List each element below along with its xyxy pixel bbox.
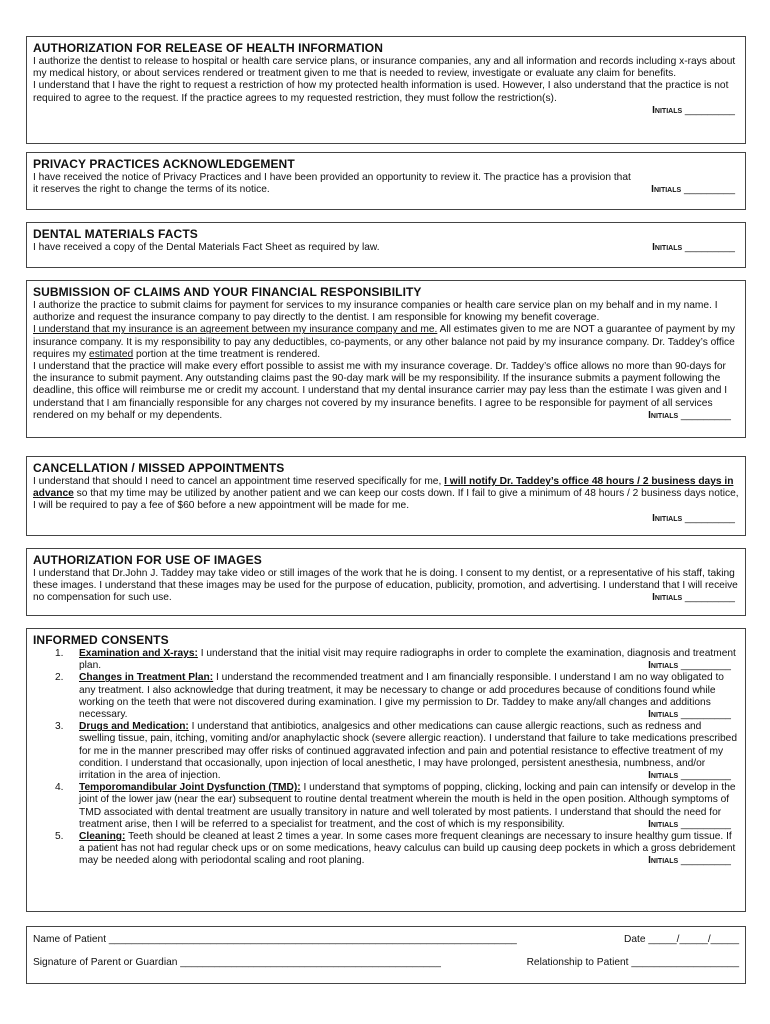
list-item: 5. Cleaning: Teeth should be cleaned at least 2 times a year. In some cases more frequent cleanings are necessary to insure healthy gum tissue. If a patient has not had regular check ups or on some medications, heavy calculus can build up causing deep pockets in which a gross debridement may be needed along with periodontal scaling and root planing. Initials _________ (55, 831, 736, 867)
list-item: 1. Examination and X-rays: I understand that the initial visit may require radiographs in order to complete the examination, diagnosis and treatment plan. Initials _________ (55, 648, 736, 672)
paragraph: I understand that my insurance is an agreement between my insurance company and me. All estimates given to me are NOT a guarantee of payment by my insurance company. It is my responsibility to pay any deductibles, co-payments, or any other balance not paid by my insurance company. Dr. Taddey’s office requires my estimated portion at the time treatment is rendered. (33, 324, 735, 360)
initials-field[interactable]: Initials _________ (648, 409, 731, 421)
paragraph: I understand that the practice will make every effort possible to assist me with my insurance coverage. Dr. Taddey’s office allows no more than 90-days for the insurance to submit payment. Any outstanding claims past the 90-day mark will be my responsibility. If the insurance submits a payment following the deadline, this office will reimburse me or credit my account. I understand that my dental insurance carrier may pay less than the estimate I was given and I understand that I am financially responsible for any charges not covered by my insurance benefits. I agree to be responsible for payment of all services rendered on my behalf or my dependents. Initials _________ (33, 361, 739, 422)
list-item: 3. Drugs and Medication: I understand that antibiotics, analgesics and other medications can cause allergic reactions, such as redness and swelling tissue, pain, itching, vomiting and/or anaphylactic shock (severe allergic reaction). I understand that failure to take medications prescribed for me in the manner prescribed may offer risks of continued aggravated infection and pain and potential resistance to effective treatment of my condition. I understand that occasionally, upon injection of local anesthetic, I may have prolonged, persistent anesthesia, numbness, and/or irritation in the area of injection. Initials _________ (55, 721, 737, 782)
initials-field[interactable]: Initials _________ (651, 184, 735, 196)
section-title: AUTHORIZATION FOR RELEASE OF HEALTH INFORMATION (33, 41, 384, 55)
paragraph: I authorize the dentist to release to hospital or health care service plans, or insurance companies, any and all information and records including x-rays about my medical history, or about services rendered or treatment given to me that is needed to review, investigate or evaluate any claim for benefits. (33, 56, 736, 80)
list-item: 4. Temporomandibular Joint Dysfunction (TMD): I understand that symptoms of popping, clicking, locking and pain can intensify or develop in the joint of the lower jaw (near the ear) subsequent to routine dental treatment wherein the mouth is held in the open position. Although symptoms of TMD associated with dental treatment are usually transitory in nature and well tolerated by most patients. I understand that should the need for treatment arise, then I will be referred to a specialist for treatment, and the cost of which is my responsibility. Initials _________ (55, 782, 736, 830)
list-item: 2. Changes in Treatment Plan: I understand the recommended treatment and I am financially responsible. I understand I am no way obligated to any treatment. I also acknowledge that during treatment, it may be necessary to change or add procedures because of conditions found while working on the teeth that were not discovered during examination. I give my permission to Dr. Taddey to make any/all changes and additions necessary. Initials _________ (33, 672, 739, 721)
initials-field[interactable]: Initials _________ (652, 512, 735, 524)
initials-field[interactable]: Initials _________ (648, 709, 731, 721)
paragraph: I have received the notice of Privacy Practices and I have been provided an opportunity to review it. The practice has a provision that it reserves the right to change the terms of its notice. Initials _________ (33, 172, 735, 196)
section-title: PRIVACY PRACTICES ACKNOWLEDGEMENT (33, 157, 295, 171)
relationship-field[interactable]: Relationship to Patient ___________________ (526, 957, 739, 968)
initials-field[interactable]: Initials _________ (648, 855, 731, 867)
guardian-signature-field[interactable]: Signature of Parent or Guardian ______________________________________________ (33, 957, 441, 968)
paragraph: I understand that Dr.John J. Taddey may take video or still images of the work that he is doing. I consent to my dentist, or a representative of his staff, taking these images. I understand that these images may be used for the purpose of education, publicity, promotion, and advertising. I understand that I will receive no compensation for such use. Initials _________ (33, 568, 738, 604)
paragraph: I understand that should I need to cancel an appointment time reserved specifically for me, I will notify Dr. Taddey’s office 48 hours / 2 business days in advance so that my time may be utilized by another patient and we can keep our costs down. If I fail to give a minimum of 48 hours / 2 business days notice, I will be required to pay a fee of $60 before a new appointment will be made for me. (33, 476, 739, 512)
section-privacy-practices (26, 152, 746, 210)
section-title: INFORMED CONSENTS (33, 633, 169, 647)
section-authorization-release (26, 36, 746, 144)
section-title: DENTAL MATERIALS FACTS (33, 227, 198, 241)
signature-row (33, 956, 739, 970)
consents-list (33, 648, 739, 868)
initials-field[interactable]: Initials _________ (652, 104, 735, 116)
section-use-of-images (26, 548, 746, 616)
section-cancellation (26, 456, 746, 536)
initials-field[interactable]: Initials _________ (648, 770, 731, 782)
section-title: AUTHORIZATION FOR USE OF IMAGES (33, 553, 262, 567)
section-informed-consents (26, 628, 746, 912)
paragraph: I have received a copy of the Dental Materials Fact Sheet as required by law. Initials _________ (33, 242, 739, 254)
section-dental-materials (26, 222, 746, 268)
patient-name-field[interactable]: Name of Patient ________________________________________________________________________ (33, 934, 517, 945)
section-claims-financial (26, 280, 746, 438)
initials-field[interactable]: Initials _________ (652, 242, 735, 253)
section-title: CANCELLATION / MISSED APPOINTMENTS (33, 461, 285, 475)
initials-field[interactable]: Initials _________ (648, 660, 731, 672)
initials-field[interactable]: Initials _________ (648, 818, 731, 830)
paragraph: I understand that I have the right to request a restriction of how my protected health information is used. However, I also understand that the practice is not required to agree to the request. If the practice agrees to my requested restriction, they must follow the restriction(s). (33, 80, 729, 104)
initials-field[interactable]: Initials _________ (652, 592, 735, 604)
date-field[interactable]: Date _____/_____/_____ (623, 934, 739, 945)
section-title: SUBMISSION OF CLAIMS AND YOUR FINANCIAL RESPONSIBILITY (33, 285, 422, 299)
signature-block (26, 926, 746, 984)
patient-name-row (33, 933, 739, 947)
paragraph: I authorize the practice to submit claims for payment for services to my insurance companies or health care service plan on my behalf and in my name. I authorize and request the insurance company to pay directly to the dentist. I am responsible for knowing my benefit coverage. (33, 300, 718, 324)
